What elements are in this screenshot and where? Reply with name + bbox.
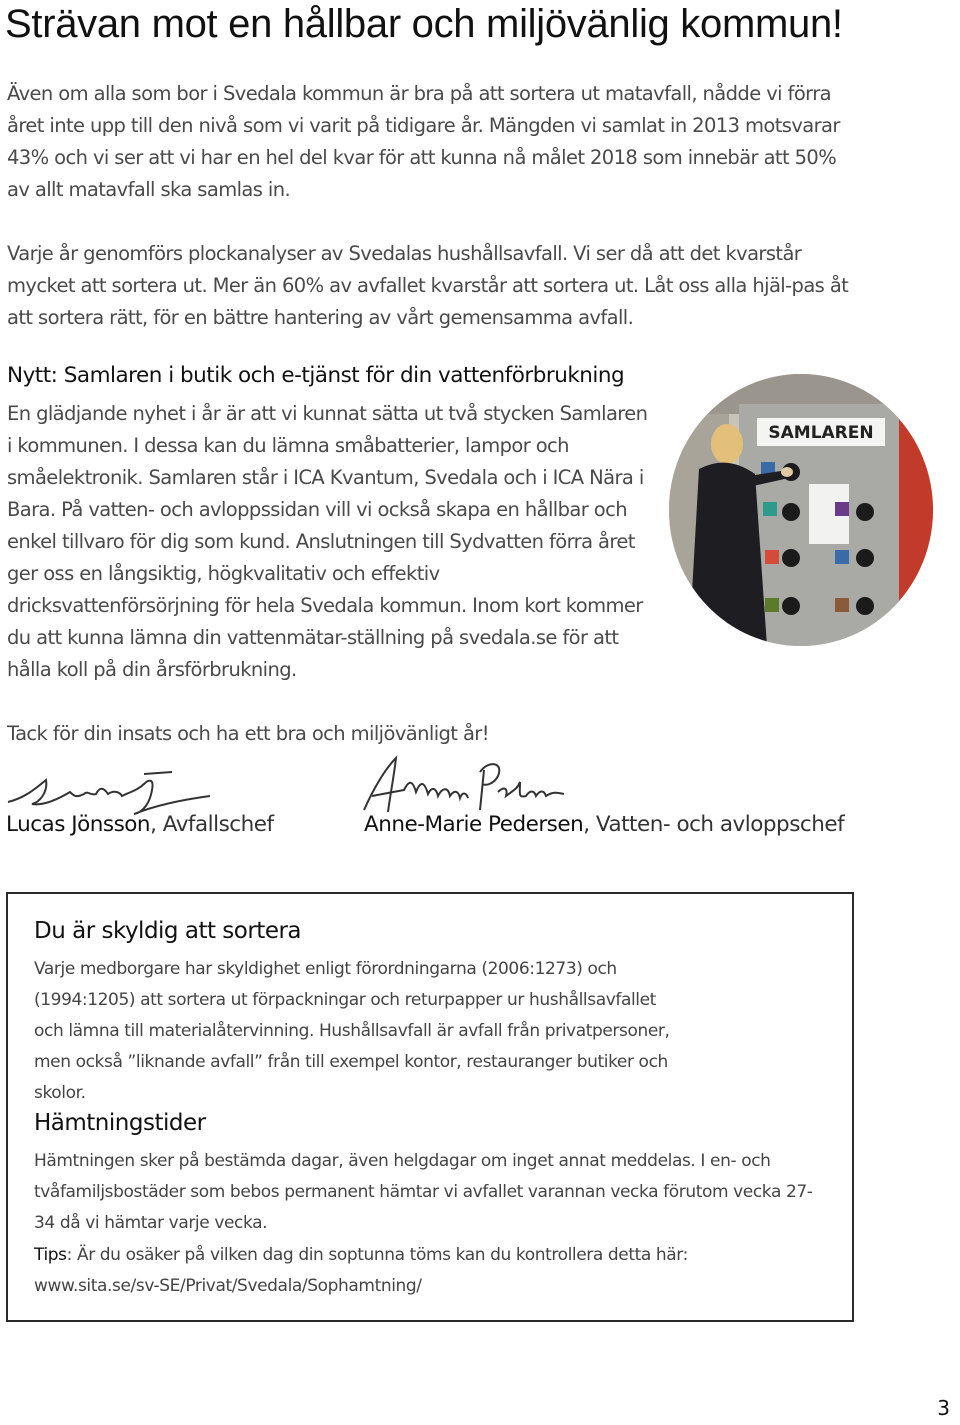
news-heading: Nytt: Samlaren i butik och e-tjänst för din vattenförbrukning	[7, 363, 625, 388]
info-text-hamtningstider: Hämtningen sker på bestämda dagar, även helgdagar om inget annat meddelas. I en- och tvåfamiljsbostäder som bebos permanent hämtar vi avfallet varannan vecka förutom vecka 27-34 då vi hämtar varje vecka.	[34, 1151, 813, 1233]
closing-text: Tack för din insats och ha ett bra och miljövänligt år!	[7, 722, 489, 745]
info-heading-sortera: Du är skyldig att sortera	[34, 918, 302, 944]
news-body: En glädjande nyhet i år är att vi kunnat sätta ut två stycken Samlaren i kommunen. I dessa kan du lämna småbatterier, lampor och småelektronik. Samlaren står i ICA Kvantum, Svedala och i ICA Nära i Bara. På vatten- och avloppssidan vill vi också skapa en hållbar och enkel tillvaro för dig som kund. Anslutningen till Sydvatten förra året ger oss en långsiktig, högkvalitativ och effektiv dricksvattenförsörjning för hela Svedala kommun. Inom kort kommer du att kunna lämna din vattenmätar-ställning på svedala.se för att hålla koll på din årsförbrukning.	[7, 402, 648, 681]
tips-label: Tips	[34, 1245, 67, 1265]
photo-sign-text: SAMLAREN	[768, 423, 874, 443]
signer-lucas	[6, 812, 274, 837]
signer-name: Lucas Jönsson	[6, 812, 151, 837]
tips-line	[34, 1240, 688, 1271]
sophamtning-link[interactable]: www.sita.se/sv-SE/Privat/Svedala/Sophamtning/	[34, 1276, 422, 1296]
signer-role: , Vatten- och avloppschef	[583, 812, 845, 837]
tips-text: : Är du osäker på vilken dag din soptunna töms kan du kontrollera detta här:	[66, 1245, 688, 1265]
intro-paragraph-1: Även om alla som bor i Svedala kommun är bra på att sortera ut matavfall, nådde vi förra året inte upp till den nivå som vi varit på tidigare år. Mängden vi samlat in 2013 motsvarar 43% och vi ser att vi har en hel del kvar för att kunna nå målet 2018 som innebär att 50% av allt matavfall ska samlas in.	[7, 82, 840, 201]
page-number: 3	[937, 1396, 950, 1420]
signer-anne-marie	[364, 812, 844, 837]
info-box	[6, 892, 854, 1322]
samlaren-photo	[669, 374, 933, 646]
signer-role: , Avfallschef	[150, 812, 274, 837]
page-title: Strävan mot en hållbar och miljövänlig kommun!	[5, 2, 843, 46]
intro-paragraph-2: Varje år genomförs plockanalyser av Svedalas hushållsavfall. Vi ser då att det kvarstår mycket att sortera ut. Mer än 60% av avfallet kvarstår att sortera ut. Låt oss alla hjäl-pas åt att sortera rätt, för en bättre hantering av vårt gemensamma avfall.	[7, 242, 849, 329]
signer-name: Anne-Marie Pedersen	[364, 812, 584, 837]
info-text-sortera: Varje medborgare har skyldighet enligt förordningarna (2006:1273) och (1994:1205) att sortera ut förpackningar och returpapper ur hushållsavfallet och lämna till materialåtervinning. Hushållsavfall är avfall från privatpersoner, men också ”liknande avfall” från till exempel kontor, restauranger butiker och skolor.	[34, 959, 670, 1103]
info-heading-hamtningstider: Hämtningstider	[34, 1110, 206, 1136]
signature-anne-marie-pedersen	[358, 752, 573, 820]
